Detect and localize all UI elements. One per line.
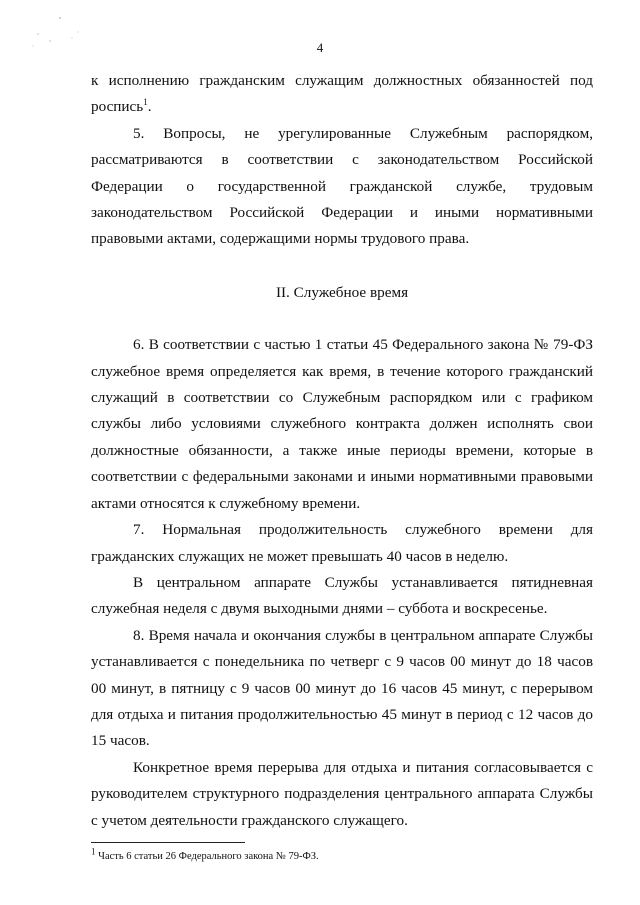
footnote-rule — [91, 842, 245, 843]
footnote-text: Часть 6 статьи 26 Федерального закона № 79-ФЗ. — [95, 851, 319, 862]
page-number: 4 — [316, 40, 324, 55]
paragraph-7-workweek: В центральном аппарате Службы устанавливается пятидневная служебная неделя с двумя выходными днями – суббота и воскресенье. — [91, 573, 593, 618]
paragraph-8: 8. Время начала и окончания службы в центральном аппарате Службы устанавливается с понедельника по четверг с 9 часов 00 минут до 18 часов 00 минут, в пятницу с 9 часов 00 минут до 16 часов 45 минут, с перерывом для отдыха и питания продолжительностью 45 минут в период с 12 часов до 15 часов. — [91, 626, 593, 750]
paragraph-continuation-text: к исполнению гражданским служащим должностных обязанностей под роспись — [91, 72, 593, 116]
section-heading: II. Служебное время — [275, 283, 409, 301]
footnote — [91, 846, 319, 862]
footnote-mark: 1 — [91, 846, 96, 857]
paragraph-continuation: к исполнению гражданским служащим должностных обязанностей под роспись$^1$. — [91, 72, 593, 116]
paragraph-6: 6. В соответствии с частью 1 статьи 45 Федерального закона № 79-ФЗ служебное время определяется как время, в течение которого гражданский служащий в соответствии со Служебным распорядком или с графиком службы либо условиями служебного контракта должен исполнять свои должностные обязанности, а также иные периоды времени, которые в соответствии с федеральными законами и иными нормативными правовыми актами относятся к служебному времени. — [91, 336, 593, 512]
paragraph-7: 7. Нормальная продолжительность служебного времени для гражданских служащих не может превышать 40 часов в неделю. — [91, 521, 593, 565]
footnote-reference: 1 — [143, 97, 148, 108]
document-body — [91, 68, 593, 834]
paragraph-5: 5. Вопросы, не урегулированные Служебным распорядком, рассматриваются в соответствии с законодательством Российской Федерации о государственной гражданской службе, трудовым законодательством Российской Федерации и иными нормативными правовыми актами, содержащими нормы трудового права. — [91, 124, 593, 248]
paragraph-8-break: Конкретное время перерыва для отдыха и питания согласовывается с руководителем структурного подразделения центрального аппарата Службы с учетом деятельности гражданского служащего. — [91, 758, 593, 829]
